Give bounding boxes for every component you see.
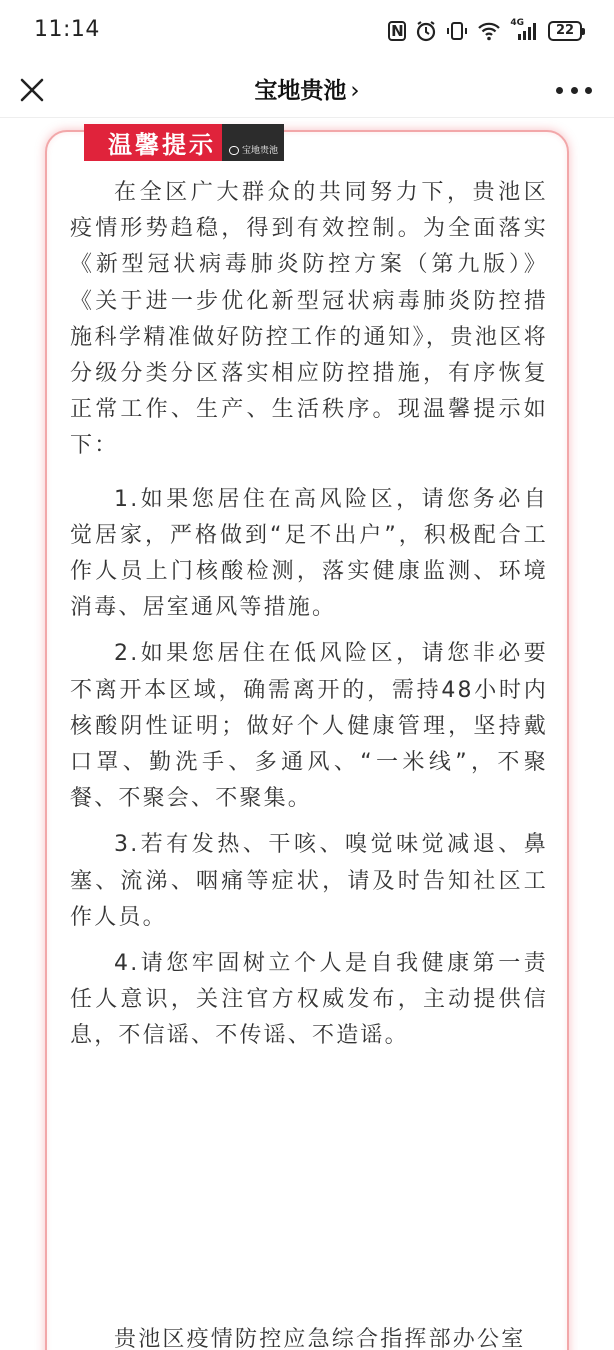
signature: 贵池区疫情防控应急综合指挥部办公室	[114, 1327, 526, 1350]
vibrate-icon	[446, 20, 468, 42]
wechat-icon	[229, 146, 239, 155]
notice-item-3: 3.若有发热、干咳、嗅觉味觉减退、鼻塞、流涕、咽痛等症状，请及时告知社区工作人员。	[70, 832, 548, 930]
more-icon[interactable]	[556, 84, 592, 96]
banner-title: 温馨提示	[108, 131, 216, 159]
wifi-icon	[477, 20, 501, 42]
cellular-signal-icon	[510, 20, 539, 42]
alarm-icon	[415, 20, 437, 42]
chevron-right-icon: ›	[350, 78, 360, 104]
notice-item-4: 4.请您牢固树立个人是自我健康第一责任人意识，关注官方权威发布，主动提供信息，不信谣、不传谣、不造谣。	[70, 951, 548, 1049]
nav-bar	[0, 62, 614, 118]
status-icons	[388, 18, 582, 44]
status-time: 11:14	[34, 17, 100, 42]
notice-item-2: 2.如果您居住在低风险区，请您非必要不离开本区域，确需离开的，需持48小时内核酸阴性证明；做好个人健康管理，坚持戴口罩、勤洗手、多通风、“一米线”，不聚餐、不聚会、不聚集。	[70, 641, 548, 812]
account-title-button[interactable]	[0, 72, 614, 105]
notice-banner	[84, 124, 284, 161]
network-type: 4G	[510, 18, 524, 28]
status-bar	[0, 0, 614, 62]
intro-paragraph: 在全区广大群众的共同努力下，贵池区疫情形势趋稳，得到有效控制。为全面落实《新型冠状病毒肺炎防控方案（第九版）》《关于进一步优化新型冠状病毒肺炎防控措施科学精准做好防控工作的通知》，贵池区将分级分类分区落实相应防控措施，有序恢复正常工作、生产、生活秩序。现温馨提示如下：	[70, 180, 548, 459]
watermark-text: 宝地贵池	[241, 146, 278, 156]
nfc-icon: N	[388, 21, 406, 41]
notice-item-1: 1.如果您居住在高风险区，请您务必自觉居家，严格做到“足不出户”，积极配合工作人员上门核酸检测，落实健康监测、环境消毒、居室通风等措施。	[70, 486, 548, 621]
battery-icon: 22	[548, 21, 582, 41]
account-title: 宝地贵池	[254, 78, 347, 104]
article-content	[70, 175, 548, 1065]
banner-watermark	[222, 124, 284, 161]
